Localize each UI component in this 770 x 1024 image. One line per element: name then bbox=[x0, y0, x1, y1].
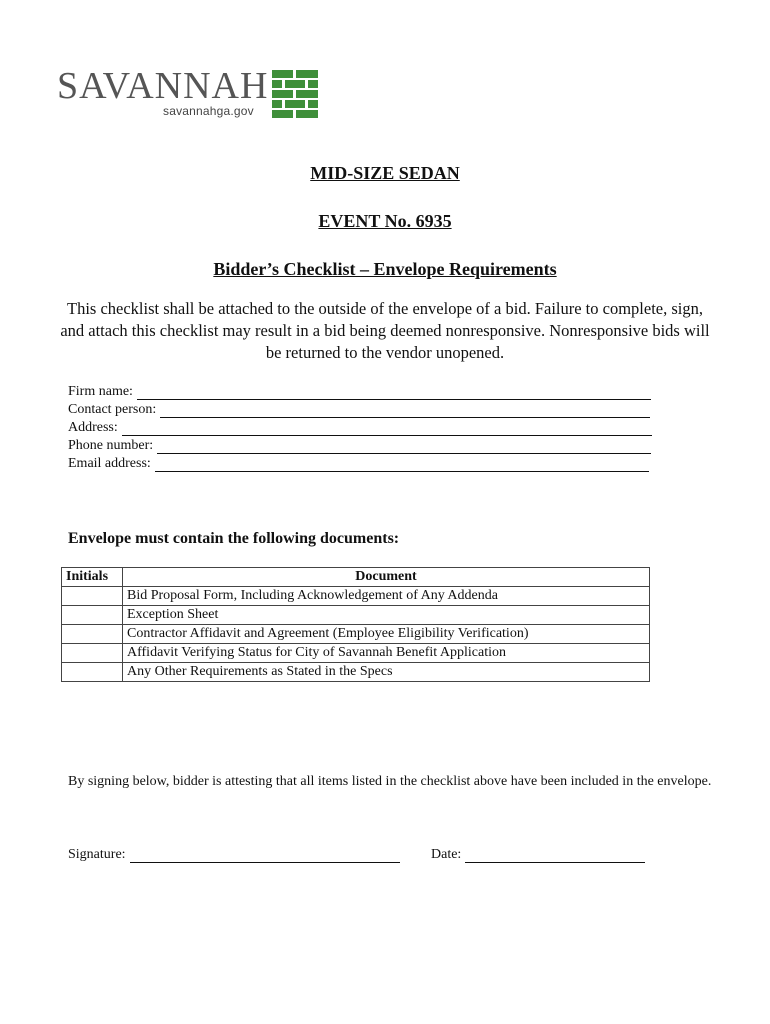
contact-person-field[interactable] bbox=[68, 400, 650, 418]
savannah-logo bbox=[57, 66, 322, 126]
initials-cell[interactable] bbox=[62, 644, 123, 663]
document-header: Document bbox=[123, 568, 650, 587]
initials-cell[interactable] bbox=[62, 663, 123, 682]
attestation-text: By signing below, bidder is attesting that all items listed in the checklist above have been included in the envelope. bbox=[68, 774, 712, 789]
document-title: MID-SIZE SEDAN bbox=[310, 163, 460, 183]
event-number: EVENT No. 6935 bbox=[318, 211, 452, 231]
signature-field[interactable] bbox=[68, 845, 400, 863]
contact-person-label: Contact person: bbox=[68, 402, 157, 417]
email-address-field[interactable] bbox=[68, 454, 649, 472]
table-row bbox=[62, 663, 650, 682]
initials-header: Initials bbox=[62, 568, 123, 587]
contact-person-line[interactable] bbox=[160, 403, 650, 418]
table-header-row bbox=[62, 568, 650, 587]
document-cell: Contractor Affidavit and Agreement (Employee Eligibility Verification) bbox=[123, 625, 650, 644]
address-line[interactable] bbox=[122, 421, 652, 436]
document-cell: Affidavit Verifying Status for City of Savannah Benefit Application bbox=[123, 644, 650, 663]
address-label: Address: bbox=[68, 420, 118, 435]
logo-wordmark: SAVANNAH bbox=[57, 65, 269, 107]
email-address-label: Email address: bbox=[68, 456, 151, 471]
documents-table bbox=[61, 567, 650, 682]
table-row bbox=[62, 587, 650, 606]
table-row bbox=[62, 625, 650, 644]
phone-number-line[interactable] bbox=[157, 439, 651, 454]
firm-name-field[interactable] bbox=[68, 382, 651, 400]
date-field[interactable] bbox=[431, 845, 645, 863]
firm-name-line[interactable] bbox=[137, 385, 651, 400]
brick-square-icon bbox=[272, 70, 318, 118]
document-cell: Bid Proposal Form, Including Acknowledgement of Any Addenda bbox=[123, 587, 650, 606]
initials-cell[interactable] bbox=[62, 625, 123, 644]
email-address-line[interactable] bbox=[155, 457, 649, 472]
document-cell: Exception Sheet bbox=[123, 606, 650, 625]
logo-url: savannahga.gov bbox=[163, 104, 254, 118]
initials-cell[interactable] bbox=[62, 606, 123, 625]
date-line[interactable] bbox=[465, 848, 645, 863]
document-cell: Any Other Requirements as Stated in the Specs bbox=[123, 663, 650, 682]
phone-number-field[interactable] bbox=[68, 436, 651, 454]
table-row bbox=[62, 644, 650, 663]
intro-paragraph: This checklist shall be attached to the outside of the envelope of a bid. Failure to complete, sign, and attach this checklist may result in a bid being deemed nonresponsive. Nonresponsive bids will be returned to the vendor unopened. bbox=[60, 299, 710, 362]
firm-name-label: Firm name: bbox=[68, 384, 133, 399]
signature-line[interactable] bbox=[130, 848, 400, 863]
table-row bbox=[62, 606, 650, 625]
phone-number-label: Phone number: bbox=[68, 438, 154, 453]
documents-section-title: Envelope must contain the following documents: bbox=[68, 530, 400, 547]
initials-cell[interactable] bbox=[62, 587, 123, 606]
date-label: Date: bbox=[431, 847, 462, 862]
address-field[interactable] bbox=[68, 418, 652, 436]
signature-label: Signature: bbox=[68, 847, 126, 862]
checklist-subtitle: Bidder’s Checklist – Envelope Requirements bbox=[213, 259, 557, 279]
